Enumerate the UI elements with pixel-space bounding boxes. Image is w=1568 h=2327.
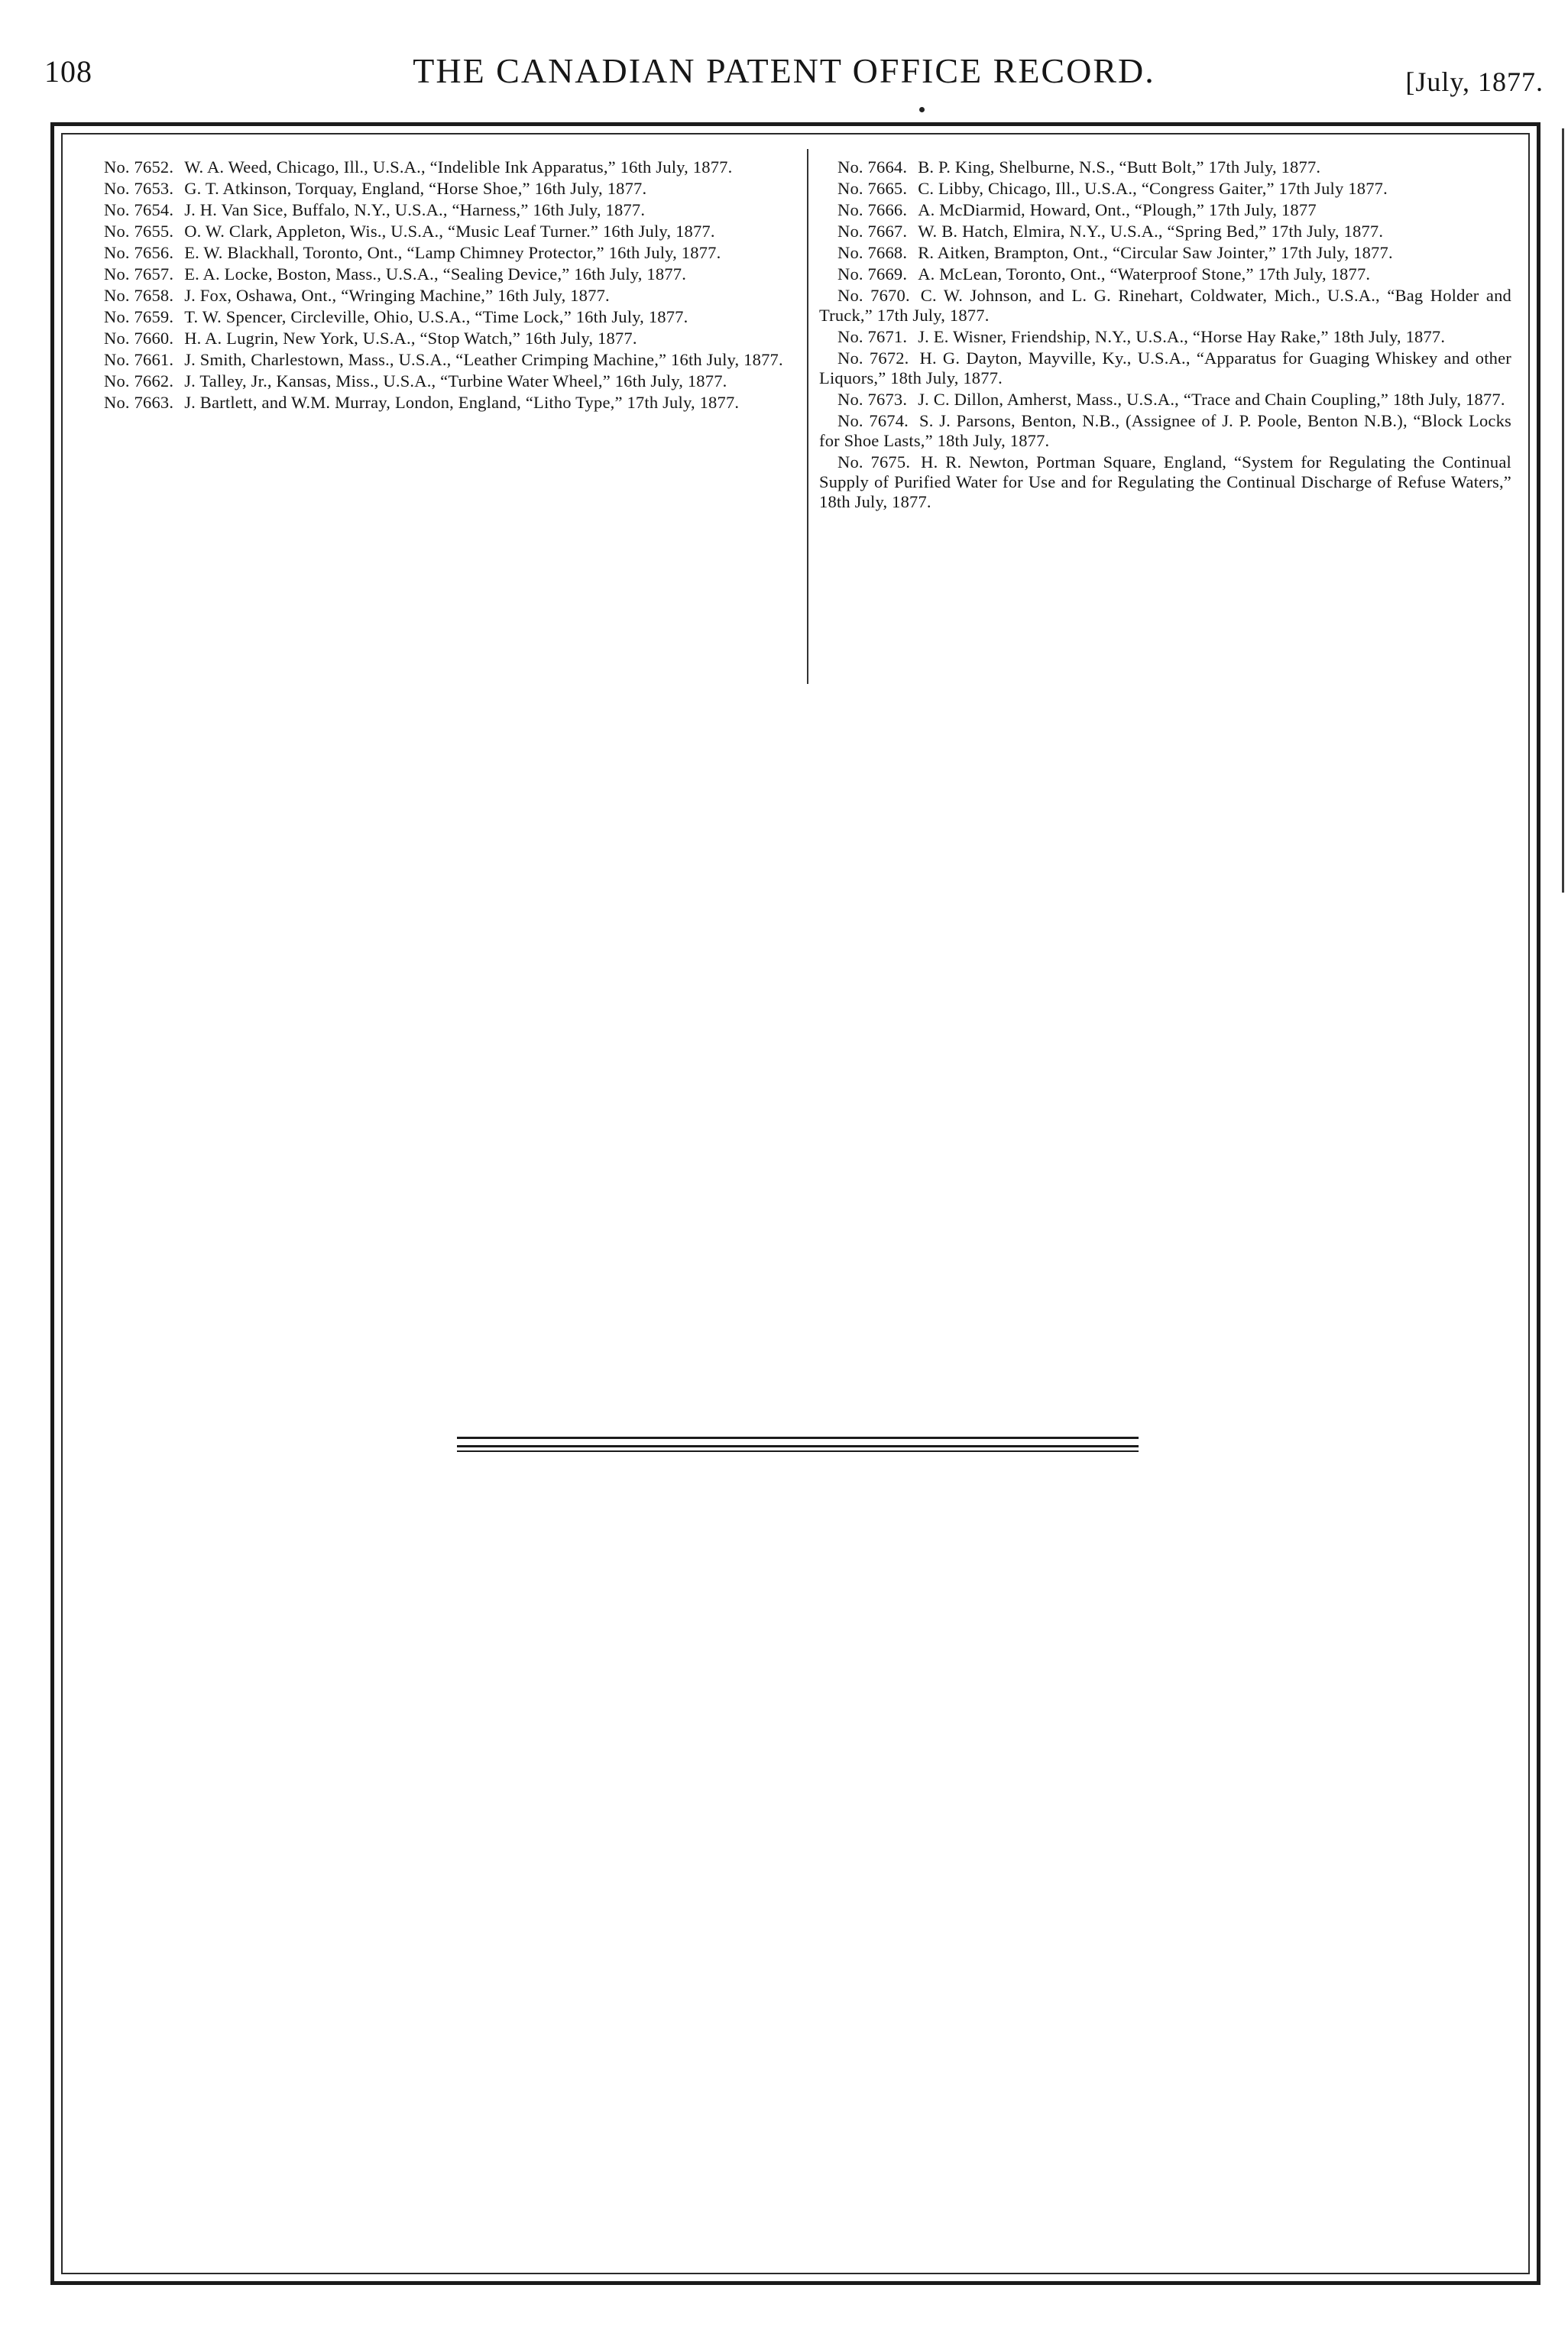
- patent-text: R. Aitken, Brampton, Ont., “Circular Saw Jointer,” 17th July, 1877.: [918, 243, 1393, 262]
- patent-entry: [819, 327, 1511, 347]
- patent-text: A. McLean, Toronto, Ont., “Waterproof Stone,” 17th July, 1877.: [918, 264, 1371, 284]
- patent-text: T. W. Spencer, Circleville, Ohio, U.S.A., “Time Lock,” 16th July, 1877.: [184, 307, 688, 326]
- patent-entry: [819, 390, 1511, 410]
- section-end-rule: [457, 1437, 1139, 1439]
- patent-entry: [86, 307, 790, 327]
- patent-entry: [819, 452, 1511, 512]
- patent-text: G. T. Atkinson, Torquay, England, “Horse Shoe,” 16th July, 1877.: [184, 179, 647, 198]
- patent-number: No. 7652.: [104, 157, 174, 177]
- patent-number: No. 7675.: [837, 452, 911, 472]
- patent-text: J. C. Dillon, Amherst, Mass., U.S.A., “Trace and Chain Coupling,” 18th July, 1877.: [918, 390, 1505, 409]
- patent-entry: [86, 371, 790, 391]
- patent-entry: [819, 222, 1511, 241]
- patent-entry: [819, 264, 1511, 284]
- patent-number: No. 7657.: [104, 264, 174, 284]
- patent-number: No. 7659.: [104, 307, 174, 326]
- patent-number: No. 7654.: [104, 200, 174, 219]
- patent-number: No. 7660.: [104, 329, 174, 348]
- section-end-rule: [457, 1445, 1139, 1447]
- patent-text: J. Fox, Oshawa, Ont., “Wringing Machine,” 16th July, 1877.: [184, 286, 610, 305]
- patent-text: W. B. Hatch, Elmira, N.Y., U.S.A., “Spring Bed,” 17th July, 1877.: [918, 222, 1384, 241]
- patent-entry: [86, 350, 790, 370]
- patent-text: C. Libby, Chicago, Ill., U.S.A., “Congress Gaiter,” 17th July 1877.: [918, 179, 1388, 198]
- patent-number: No. 7672.: [837, 348, 909, 368]
- patent-number: No. 7653.: [104, 179, 174, 198]
- patent-text: O. W. Clark, Appleton, Wis., U.S.A., “Music Leaf Turner.” 16th July, 1877.: [184, 222, 715, 241]
- patent-entry: [819, 200, 1511, 220]
- patent-number: No. 7671.: [837, 327, 908, 346]
- patent-text: J. Smith, Charlestown, Mass., U.S.A., “Leather Crimping Machine,” 16th July, 1877.: [184, 350, 783, 369]
- patent-text: H. G. Dayton, Mayville, Ky., U.S.A., “Apparatus for Guaging Whiskey and other Liquors,” 18th July, 1877.: [819, 348, 1511, 387]
- patent-number: No. 7668.: [837, 243, 908, 262]
- patent-number: No. 7655.: [104, 222, 174, 241]
- patent-number: No. 7662.: [104, 371, 174, 391]
- section-end-rule: [457, 1450, 1139, 1452]
- running-title: THE CANADIAN PATENT OFFICE RECORD.: [413, 51, 1155, 90]
- patent-text: S. J. Parsons, Benton, N.B., (Assignee of J. P. Poole, Benton N.B.), “Block Locks for Shoe Lasts,” 18th July, 1877.: [819, 411, 1511, 450]
- patent-entry: [86, 222, 790, 241]
- patent-entry: [86, 286, 790, 306]
- patent-text: C. W. Johnson, and L. G. Rinehart, Coldwater, Mich., U.S.A., “Bag Holder and Truck,” 17th July, 1877.: [819, 286, 1511, 325]
- patent-number: No. 7658.: [104, 286, 174, 305]
- right-column: [819, 157, 1511, 514]
- issue-date: [July, 1877.: [1405, 66, 1544, 97]
- patent-number: No. 7667.: [837, 222, 908, 241]
- patent-text: J. H. Van Sice, Buffalo, N.Y., U.S.A., “Harness,” 16th July, 1877.: [184, 200, 646, 219]
- patent-entry: [819, 179, 1511, 199]
- patent-number: No. 7666.: [837, 200, 908, 219]
- patent-text: E. A. Locke, Boston, Mass., U.S.A., “Sealing Device,” 16th July, 1877.: [184, 264, 687, 284]
- patent-text: B. P. King, Shelburne, N.S., “Butt Bolt,” 17th July, 1877.: [918, 157, 1321, 177]
- patent-entry: [819, 348, 1511, 388]
- patent-text: W. A. Weed, Chicago, Ill., U.S.A., “Indelible Ink Apparatus,” 16th July, 1877.: [184, 157, 733, 177]
- right-edge-rule: [1562, 128, 1564, 893]
- patent-entry: [86, 243, 790, 263]
- patent-entry: [819, 243, 1511, 263]
- patent-entry: [819, 157, 1511, 177]
- column-divider: [807, 149, 808, 684]
- left-column: [86, 157, 790, 414]
- patent-number: No. 7670.: [837, 286, 910, 305]
- patent-text: E. W. Blackhall, Toronto, Ont., “Lamp Chimney Protector,” 16th July, 1877.: [184, 243, 721, 262]
- patent-entry: [86, 157, 790, 177]
- patent-text: J. Bartlett, and W.M. Murray, London, England, “Litho Type,” 17th July, 1877.: [184, 393, 740, 412]
- patent-entry: [86, 264, 790, 284]
- patent-entry: [86, 200, 790, 220]
- patent-number: No. 7669.: [837, 264, 908, 284]
- patent-text: H. R. Newton, Portman Square, England, “System for Regulating the Continual Supply of Purified Water for Use and for Regulating the Continual Discharge of Refuse Waters,” 18th July, 1877.: [819, 452, 1511, 511]
- patent-number: No. 7673.: [837, 390, 908, 409]
- patent-number: No. 7674.: [837, 411, 909, 430]
- patent-number: No. 7656.: [104, 243, 174, 262]
- patent-text: J. E. Wisner, Friendship, N.Y., U.S.A., “Horse Hay Rake,” 18th July, 1877.: [918, 327, 1446, 346]
- patent-text: A. McDiarmid, Howard, Ont., “Plough,” 17th July, 1877: [918, 200, 1317, 219]
- patent-entry: [86, 329, 790, 348]
- patent-entry: [86, 179, 790, 199]
- patent-number: No. 7661.: [104, 350, 174, 369]
- patent-number: No. 7665.: [837, 179, 908, 198]
- patent-text: H. A. Lugrin, New York, U.S.A., “Stop Watch,” 16th July, 1877.: [184, 329, 637, 348]
- patent-number: No. 7663.: [104, 393, 174, 412]
- patent-entry: [819, 411, 1511, 451]
- patent-entry: [86, 393, 790, 413]
- patent-entry: [819, 286, 1511, 326]
- patent-text: J. Talley, Jr., Kansas, Miss., U.S.A., “Turbine Water Wheel,” 16th July, 1877.: [184, 371, 727, 391]
- page-number: 108: [44, 54, 92, 89]
- dot-mark: [919, 107, 925, 112]
- patent-number: No. 7664.: [837, 157, 908, 177]
